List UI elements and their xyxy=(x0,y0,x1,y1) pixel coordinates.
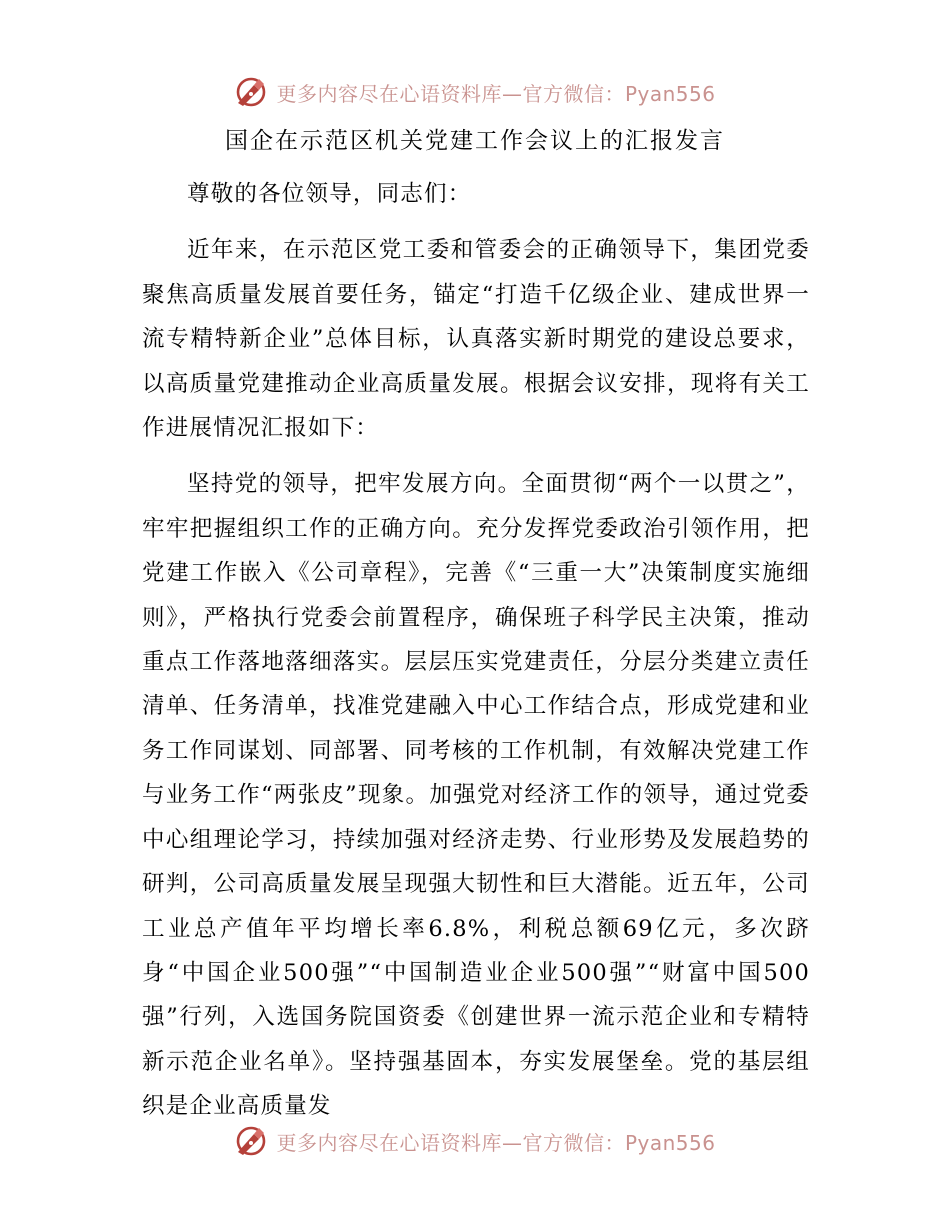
salutation: 尊敬的各位领导，同志们： xyxy=(187,181,472,207)
page-title: 国企在示范区机关党建工作会议上的汇报发言 xyxy=(225,128,725,154)
watermark-text: 更多内容尽在心语资料库—官方微信：Pyan556 xyxy=(276,81,716,106)
header-watermark xyxy=(0,72,950,112)
watermark-text: 更多内容尽在心语资料库—官方微信：Pyan556 xyxy=(276,1130,716,1155)
footer-watermark xyxy=(0,1121,950,1161)
paragraph-leadership: 坚持党的领导，把牢发展方向。全面贯彻“两个一以贯之”，牢牢把握组织工作的正确方向。充分发挥党委政治引领作用，把党建工作嵌入《公司章程》，完善《“三重一大”决策制度实施细则》，严格执行党委会前置程序，确保班子科学民主决策，推动重点工作落地落细落实。层层压实党建责任，分层分类建立责任清单、任务清单，找准党建融入中心工作结合点，形成党建和业务工作同谋划、同部署、同考核的工作机制，有效解决党建工作与业务工作“两张皮”现象。加强党对经济工作的领导，通过党委中心组理论学习，持续加强对经济走势、行业形势及发展趋势的研判，公司高质量发展呈现强大韧性和巨大潜能。近五年，公司工业总产值年平均增长率6.8%，利税总额69亿元，多次跻身“中国企业500强”“中国制造业企业500强”“财富中国500强”行列，入选国务院国资委《创建世界一流示范企业和专精特新示范企业名单》。坚持强基固本，夯实发展堡垒。党的基层组织是企业高质量发 xyxy=(142,471,810,1120)
document-body xyxy=(142,172,810,1129)
paragraph-intro: 近年来，在示范区党工委和管委会的正确领导下，集团党委聚焦高质量发展首要任务，锚定“打造千亿级企业、建成世界一流专精特新企业”总体目标，认真落实新时期党的建设总要求，以高质量党建推动企业高质量发展。根据会议安排，现将有关工作进展情况汇报如下： xyxy=(142,237,810,442)
pen-nib-logo-icon xyxy=(234,1124,268,1158)
pen-nib-logo-icon xyxy=(234,75,268,109)
